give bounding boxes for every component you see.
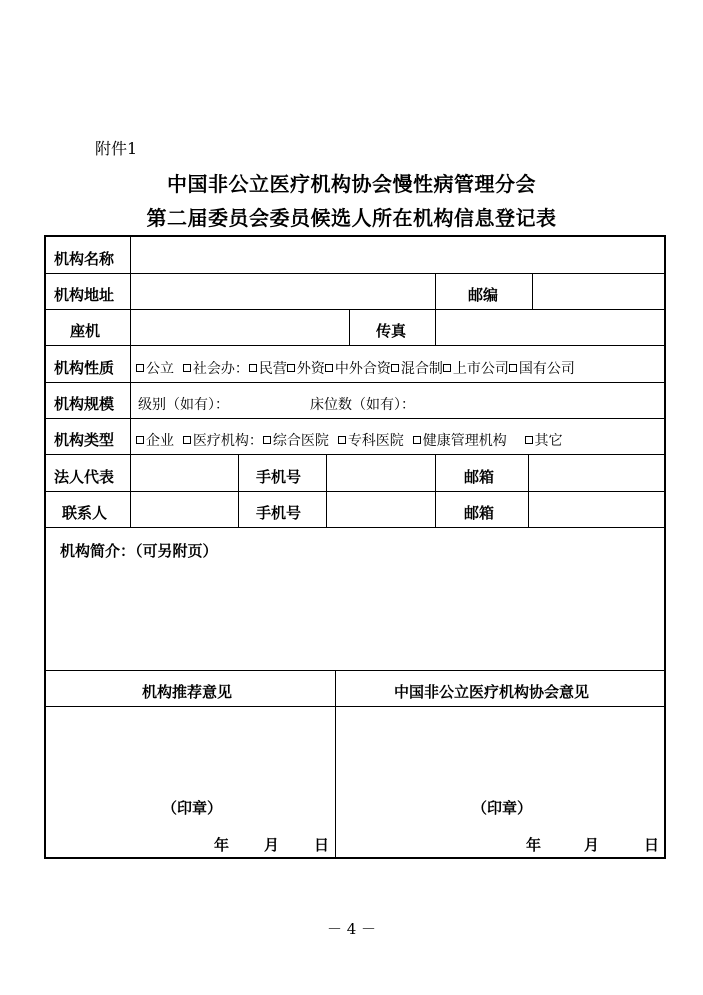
label-org-name: 机构名称	[54, 250, 115, 268]
checkbox-foreign[interactable]	[287, 364, 295, 372]
registration-form-table	[44, 235, 666, 859]
row-divider	[46, 382, 664, 383]
seal-right: （印章）	[472, 799, 533, 817]
label-org-address: 机构地址	[54, 286, 115, 304]
org-intro-field[interactable]	[46, 562, 664, 670]
form-title-line2: 第二届委员会委员候选人所在机构信息登记表	[146, 206, 557, 230]
option-public: 公立	[146, 361, 174, 377]
checkbox-state[interactable]	[509, 364, 517, 372]
label-landline: 座机	[70, 322, 101, 340]
month-right: 月	[584, 836, 600, 854]
label-recommend-opinion: 机构推荐意见	[142, 683, 233, 701]
row-divider	[46, 418, 664, 419]
option-foreign: 外资	[296, 361, 325, 377]
seal-left: （印章）	[162, 799, 223, 817]
checkbox-specialty[interactable]	[338, 436, 346, 444]
day-left: 日	[314, 836, 330, 854]
month-left: 月	[264, 836, 280, 854]
col-divider	[435, 273, 436, 309]
label-mobile-2: 手机号	[256, 504, 302, 522]
col-divider	[435, 454, 436, 527]
option-jv: 中外合资	[334, 361, 391, 377]
recommend-opinion-field[interactable]	[46, 707, 335, 857]
scale-beds: 床位数（如有）：	[310, 397, 415, 413]
org-address-field[interactable]	[131, 274, 435, 309]
option-specialty: 专科医院	[347, 433, 404, 449]
contact-field[interactable]	[131, 492, 238, 527]
scale-level: 级别（如有）：	[138, 397, 229, 413]
label-org-scale: 机构规模	[54, 395, 115, 413]
option-other: 其它	[534, 433, 563, 449]
label-fax: 传真	[376, 322, 407, 340]
label-association-opinion: 中国非公立医疗机构协会意见	[394, 683, 590, 701]
option-health-mgmt: 健康管理机构	[422, 433, 507, 449]
checkbox-other[interactable]	[525, 436, 533, 444]
option-medical: 医疗机构：	[192, 433, 263, 449]
label-email-1: 邮箱	[464, 468, 495, 486]
label-org-type: 机构类型	[54, 431, 115, 449]
row-divider	[46, 345, 664, 346]
legal-rep-field[interactable]	[131, 455, 238, 491]
checkbox-public[interactable]	[136, 364, 144, 372]
checkbox-social[interactable]	[183, 364, 191, 372]
mobile-2-field[interactable]	[327, 492, 435, 527]
option-general: 综合医院	[272, 433, 329, 449]
checkbox-mixed[interactable]	[391, 364, 399, 372]
label-org-intro: 机构简介：（可另附页）	[60, 542, 218, 560]
postcode-field[interactable]	[533, 274, 664, 309]
label-mobile-1: 手机号	[256, 468, 302, 486]
option-social: 社会办：	[192, 361, 249, 377]
label-org-nature: 机构性质	[54, 359, 115, 377]
col-divider	[238, 454, 239, 527]
email-2-field[interactable]	[529, 492, 664, 527]
option-listed: 上市公司	[452, 361, 509, 377]
org-nature-options	[136, 358, 575, 378]
checkbox-health-mgmt[interactable]	[413, 436, 421, 444]
option-state: 国有公司	[518, 361, 575, 377]
checkbox-listed[interactable]	[443, 364, 451, 372]
option-enterprise: 企业	[146, 433, 174, 449]
org-name-field[interactable]	[131, 237, 664, 273]
fax-field[interactable]	[436, 310, 664, 345]
landline-field[interactable]	[131, 310, 349, 345]
checkbox-medical[interactable]	[183, 436, 191, 444]
year-left: 年	[214, 836, 230, 854]
option-private: 民营	[258, 361, 287, 377]
checkbox-jv[interactable]	[325, 364, 333, 372]
col-divider	[349, 309, 350, 345]
row-divider	[46, 527, 664, 528]
association-opinion-field[interactable]	[336, 707, 664, 857]
label-email-2: 邮箱	[464, 504, 495, 522]
label-legal-rep: 法人代表	[54, 468, 115, 486]
checkbox-enterprise[interactable]	[136, 436, 144, 444]
option-mixed: 混合制	[400, 361, 443, 377]
attachment-label: 附件1	[95, 139, 138, 158]
org-type-options	[136, 430, 563, 450]
email-1-field[interactable]	[529, 455, 664, 491]
form-title-line1: 中国非公立医疗机构协会慢性病管理分会	[167, 172, 536, 196]
day-right: 日	[644, 836, 660, 854]
label-contact: 联系人	[62, 504, 108, 522]
checkbox-general[interactable]	[263, 436, 271, 444]
page-number: － 4 －	[326, 920, 377, 938]
label-postcode: 邮编	[468, 286, 499, 304]
year-right: 年	[526, 836, 542, 854]
mobile-1-field[interactable]	[327, 455, 435, 491]
row-divider	[46, 670, 664, 671]
checkbox-private[interactable]	[249, 364, 257, 372]
